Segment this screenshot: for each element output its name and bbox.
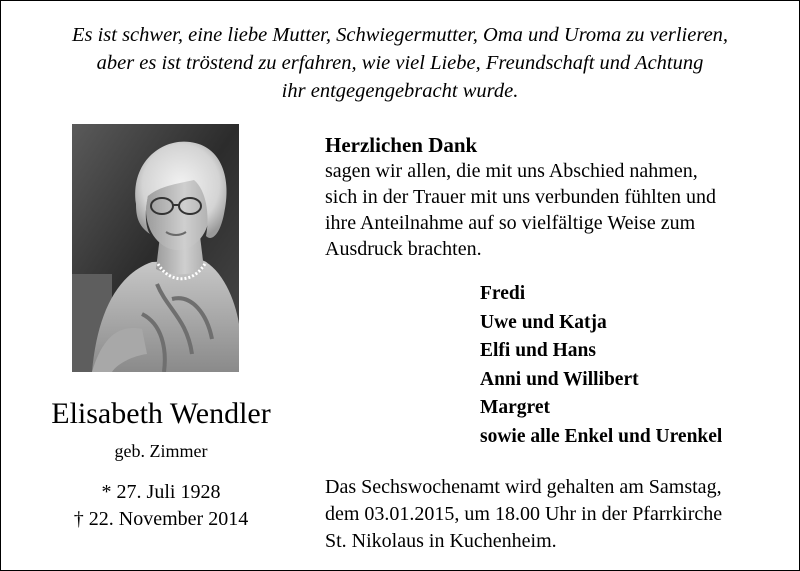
thanks-line: ihre Anteilnahme auf so vielfältige Weise zum xyxy=(325,212,696,234)
service-line: Das Sechswochenamt wird gehalten am Samstag, xyxy=(325,476,722,498)
thanks-line: sagen wir allen, die mit uns Abschied nahmen, xyxy=(325,160,698,182)
service-line: dem 03.01.2015, um 18.00 Uhr in der Pfarrkirche xyxy=(325,503,723,525)
deceased-name: Elisabeth Wendler xyxy=(51,397,271,430)
birth-date: * 27. Juli 1928 xyxy=(101,481,221,503)
family-member: Anni und Willibert xyxy=(480,368,639,390)
life-dates xyxy=(0,479,322,533)
death-date: † 22. November 2014 xyxy=(73,508,249,530)
family-member: Elfi und Hans xyxy=(480,340,596,361)
quote-line: Es ist schwer, eine liebe Mutter, Schwiegermutter, Oma und Uroma zu verlieren, xyxy=(71,24,729,46)
memorial-quote xyxy=(20,21,780,105)
quote-line: ihr entgegengebracht wurde. xyxy=(281,80,519,102)
family-member: Margret xyxy=(480,397,551,418)
family-member: Uwe und Katja xyxy=(480,311,607,333)
thanks-line: Ausdruck brachten. xyxy=(325,238,482,260)
family-member: Fredi xyxy=(480,283,526,304)
maiden-name: geb. Zimmer xyxy=(114,441,208,461)
thanks-heading: Herzlichen Dank xyxy=(325,133,478,157)
thanks-line: sich in der Trauer mit uns verbunden fühlten und xyxy=(325,186,717,208)
thanks-text xyxy=(325,158,785,262)
service-line: St. Nikolaus in Kuchenheim. xyxy=(325,530,557,552)
portrait-photo xyxy=(72,124,239,372)
quote-line: aber es ist tröstend zu erfahren, wie viel Liebe, Freundschaft und Achtung xyxy=(96,52,704,74)
family-member: sowie alle Enkel und Urenkel xyxy=(480,425,723,447)
family-signatures xyxy=(480,280,722,451)
memorial-service-notice xyxy=(325,474,785,555)
